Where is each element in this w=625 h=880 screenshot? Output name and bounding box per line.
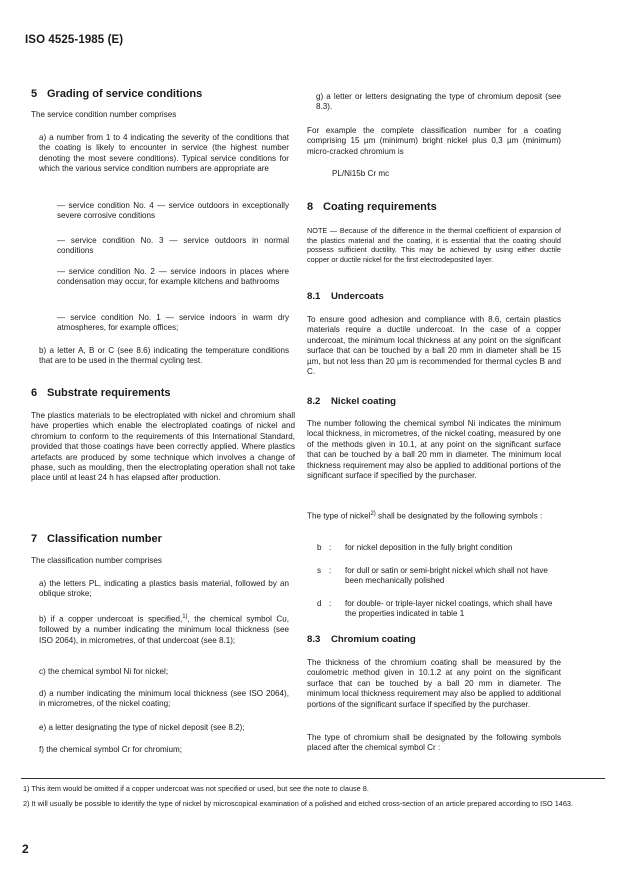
footnote-1: 1) This item would be omitted if a copper undercoat was not specified or used, but see the note to clause 8. bbox=[23, 784, 369, 793]
section-7-item-b: b) if a copper undercoat is specified,$^{1)}$, the chemical symbol Cu, followed by a number indicating the minimum local thickness (see ISO 2064), in micrometres, of that undercoat (see 8.1); bbox=[39, 614, 289, 645]
section-8-2-heading: 8.2 Nickel coating bbox=[307, 396, 397, 407]
section-8-1-heading: 8.1 Undercoats bbox=[307, 291, 384, 302]
section-7-item-e: e) a letter designating the type of nickel deposit (see 8.2); bbox=[39, 723, 245, 732]
document-header: ISO 4525-1985 (E) bbox=[25, 34, 124, 46]
section-5-item-a: a) a number from 1 to 4 indicating the severity of the conditions that the coating is likely to encounter in service (the highest number denoting the most severe conditions). Typical service conditions for which the various service condition numbers are appropriate are bbox=[39, 133, 289, 174]
section-7-heading: 7 Classification number bbox=[31, 533, 162, 545]
section-8-2-body: The number following the chemical symbol Ni indicates the minimum local thickness, in micrometres, of the nickel coating, measured by one of the methods given in 10.1, at any point on the significant surface that can be touched by a ball 20 mm in diameter. The minimum local thickness requirement may also be applied to additional portions of the significant surface if specified by the purchaser. bbox=[307, 419, 561, 481]
section-8-note: NOTE — Because of the difference in the thermal coefficient of expansion of the plastics material and the coating, it is essential that the coating should possess sufficient ductility. This may be achieved by using either ductile copper or ductile nickel for the first electrodeposited layer. bbox=[307, 226, 561, 264]
section-6-heading: 6 Substrate requirements bbox=[31, 387, 171, 399]
section-7-item-f: f) the chemical symbol Cr for chromium; bbox=[39, 745, 183, 754]
footnote-2: 2) It will usually be possible to identify the type of nickel by microscopical examination of a polished and etched cross-section of an article prepared according to ISO 1463. bbox=[23, 799, 573, 808]
service-condition-3: — service condition No. 3 — service outdoors in normal conditions bbox=[57, 236, 289, 256]
section-7-item-d: d) a number indicating the minimum local thickness (see ISO 2064), in micrometres, of the nickel coating; bbox=[39, 689, 289, 709]
section-8-heading: 8 Coating requirements bbox=[307, 201, 437, 213]
section-8-3-body: The thickness of the chromium coating shall be measured by the coulometric method given in 10.1.2 at any point on the significant surface that can be touched by a ball 20 mm in diameter. The minimum local thickness requirement may also be applied to additional portions of the significant surface if specified by the purchaser. bbox=[307, 658, 561, 709]
service-condition-1: — service condition No. 1 — service indoors in warm dry atmospheres, for example offices; bbox=[57, 313, 289, 333]
classification-example: For example the complete classification number for a coating comprising 15 µm (minimum) bright nickel plus 0,3 µm (minimum) micro-cracked chromium is bbox=[307, 126, 561, 156]
section-5-intro: The service condition number comprises bbox=[31, 110, 177, 119]
section-5-item-b: b) a letter A, B or C (see 8.6) indicating the temperature conditions that are to be used in the thermal cycling test. bbox=[39, 346, 289, 366]
nickel-type-intro: The type of nickel$^{2)}$ shall be designated by the following symbols : bbox=[307, 511, 543, 521]
chromium-type-intro: The type of chromium shall be designated by the following symbols placed after the chemical symbol Cr : bbox=[307, 733, 561, 753]
classification-code: PL/Ni15b Cr mc bbox=[332, 169, 390, 178]
service-condition-2: — service condition No. 2 — service indoors in places where condensation may occur, for example kitchens and bathrooms bbox=[57, 267, 289, 287]
section-7-item-g: g) a letter or letters designating the type of chromium deposit (see 8.3). bbox=[316, 92, 561, 112]
page-number: 2 bbox=[22, 842, 29, 856]
section-7-intro: The classification number comprises bbox=[31, 556, 162, 565]
section-7-item-a: a) the letters PL, indicating a plastics basis material, followed by an oblique stroke; bbox=[39, 579, 289, 599]
footnote-rule bbox=[21, 778, 605, 779]
nickel-symbol-b: b : for nickel deposition in the fully bright condition bbox=[317, 543, 513, 552]
section-8-3-heading: 8.3 Chromium coating bbox=[307, 634, 416, 645]
section-5-heading: 5 Grading of service conditions bbox=[31, 88, 203, 100]
section-6-body: The plastics materials to be electroplated with nickel and chromium shall have properties which enable the electroplated coatings of nickel and chromium to conform to the requirements of this International Standard, provided that those coatings have been correctly applied. Where plastics artefacts are produced by some technique which involves a change of phase, such as moulding, then the electroplating operation shall not take place until at least 24 h has elapsed after production. bbox=[31, 411, 295, 483]
section-8-1-body: To ensure good adhesion and compliance with 8.6, certain plastics materials require a ductile undercoat. In the case of a copper undercoat, the minimum local thickness at any point on the significant surface that can be touched by a ball 20 mm in diameter shall be 15 µm, but not less than 20 µm is recommended for thermal cycles B and C. bbox=[307, 315, 561, 377]
nickel-symbol-s: s : for dull or satin or semi-bright nickel which shall not have been mechanically polished bbox=[317, 566, 548, 586]
section-7-item-c: c) the chemical symbol Ni for nickel; bbox=[39, 667, 169, 676]
service-condition-4: — service condition No. 4 — service outdoors in exceptionally severe corrosive conditions bbox=[57, 201, 289, 221]
nickel-symbol-d: d : for double- or triple-layer nickel coatings, which shall have the properties indicated in table 1 bbox=[317, 599, 553, 619]
